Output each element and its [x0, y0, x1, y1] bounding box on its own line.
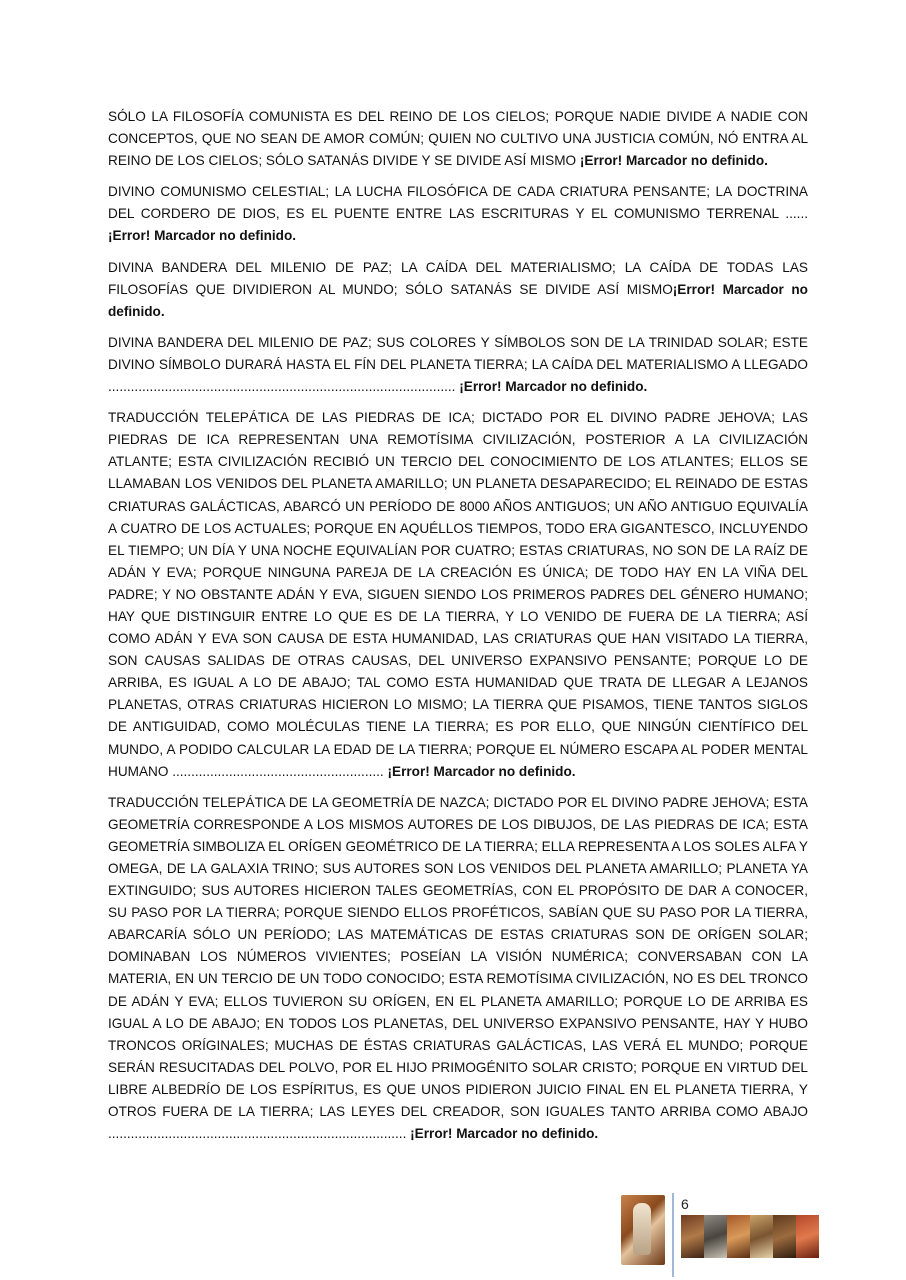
toc-entry-4[interactable]	[108, 332, 808, 398]
figure-silhouette	[633, 1203, 651, 1255]
document-body	[108, 106, 808, 1154]
toc-entry-5[interactable]	[108, 407, 808, 783]
entry-text: TRADUCCIÓN TELEPÁTICA DE LAS PIEDRAS DE ICA; DICTADO POR EL DIVINO PADRE JEHOVA; LAS PIEDRAS DE ICA REPRESENTAN UNA REMOTÍSIMA CIVILIZACIÓN, POSTERIOR A LA CIVILIZACIÓN ATLANTE; ESTA CIVILIZACIÓN RECIBIÓ UN TERCIO DEL CONOCIMIENTO DE LOS ATLANTES; ELLOS SE LLAMABAN LOS VENIDOS DEL PLANETA AMARILLO; UN PLANETA DESAPARECIDO; EL REINADO DE ESTAS CRIATURAS GALÁCTICAS, ABARCÓ UN PERÍODO DE 8000 AÑOS ANTIGUOS; UN AÑO ANTIGUO EQUIVALÍA A CUATRO DE LOS ACTUALES; PORQUE EN AQUÉLLOS TIEMPOS, TODO ERA GIGANTESCO, INCLUYENDO EL TIEMPO; UN DÍA Y UNA NOCHE EQUIVALÍAN POR CUATRO; ESTAS CRIATURAS, NO SON DE LA RAÍZ DE ADÁN Y EVA; PORQUE NINGUNA PAREJA DE LA CREACIÓN ES ÚNICA; DE TODO HAY EN LA VIÑA DEL PADRE; Y NO OBSTANTE ADÁN Y EVA, SIGUEN SIENDO LOS PRIMEROS PADRES DEL GÉNERO HUMANO; HAY QUE DISTINGUIR ENTRE LO QUE ES DE LA TIERRA, Y LO VENIDO DE FUERA DE LA TIERRA; ASÍ COMO ADÁN Y EVA SON CAUSA DE ESTA HUMANIDAD, LAS CRIATURAS QUE HAN VISITADO LA TIERRA, SON CAUSAS SALIDAS DE OTRAS CAUSAS, DEL UNIVERSO EXPANSIVO PENSANTE; PORQUE LO DE ARRIBA, ES IGUAL A LO DE ABAJO; TAL COMO ESTA HUMANIDAD QUE TRATA DE LLEGAR A LEJANOS PLANETAS, OTRAS CRIATURAS HICIERON LO MISMO; LA TIERRA QUE PISAMOS, TIENE TANTOS SIGLOS DE ANTIGUIDAD, COMO MOLÉCULAS TIENE LA TIERRA; ES POR ELLO, QUE NINGÚN CIENTÍFICO DEL MUNDO, A PODIDO CALCULAR LA EDAD DE LA TIERRA; PORQUE EL NÚMERO ESCAPA AL PODER MENTAL HUMANO	[108, 410, 808, 779]
entry-text: DIVINO COMUNISMO CELESTIAL; LA LUCHA FILOSÓFICA DE CADA CRIATURA PENSANTE; LA DOCTRINA DEL CORDERO DE DIOS, ES EL PUENTE ENTRE LAS ESCRITURAS Y EL COMUNISMO TERRENAL	[108, 184, 808, 222]
error-bookmark-text: ¡Error! Marcador no definido.	[410, 1126, 599, 1142]
footer-image-strip	[681, 1215, 819, 1258]
strip-tile-3	[727, 1215, 750, 1258]
entry-text: DIVINA BANDERA DEL MILENIO DE PAZ; SUS COLORES Y SÍMBOLOS SON DE LA TRINIDAD SOLAR; ESTE DIVINO SÍMBOLO DURARÁ HASTA EL FÍN DEL PLANETA TIERRA; LA CAÍDA DEL MATERIALISMO A LLEGADO	[108, 334, 808, 372]
strip-tile-5	[773, 1215, 796, 1258]
toc-entry-2[interactable]	[108, 181, 808, 247]
strip-tile-6	[796, 1215, 819, 1258]
strip-tile-1	[681, 1215, 704, 1258]
error-bookmark-text: ¡Error! Marcador no definido.	[387, 763, 576, 779]
toc-entry-6[interactable]	[108, 792, 808, 1146]
toc-entry-1[interactable]	[108, 106, 808, 172]
page-number: 6	[681, 1196, 689, 1212]
strip-tile-2	[704, 1215, 727, 1258]
entry-text: SÓLO LA FILOSOFÍA COMUNISTA ES DEL REINO DE LOS CIELOS; PORQUE NADIE DIVIDE A NADIE CON CONCEPTOS, QUE NO SEAN DE AMOR COMÚN; QUIEN NO CULTIVO UNA JUSTICIA COMÚN, NÓ ENTRA AL REINO DE LOS CIELOS; SÓLO SATANÁS DIVIDE Y SE DIVIDE ASÍ MISMO	[108, 109, 808, 169]
entry-leader: ...............................................................................	[108, 1126, 411, 1142]
error-bookmark-text: ¡Error! Marcador no definido.	[459, 379, 648, 395]
entry-leader: ......	[778, 206, 809, 222]
entry-text: TRADUCCIÓN TELEPÁTICA DE LA GEOMETRÍA DE NAZCA; DICTADO POR EL DIVINO PADRE JEHOVA; ESTA GEOMETRÍA CORRESPONDE A LOS MISMOS AUTORES DE LOS DIBUJOS, DE LAS PIEDRAS DE ICA; ESTA GEOMETRÍA SIMBOLIZA EL ORÍGEN GEOMÉTRICO DE LA TIERRA; ELLA REPRESENTA A LOS SOLES ALFA Y OMEGA, DE LA GALAXIA TRINO; SUS AUTORES SON LOS VENIDOS DEL PLANETA AMARILLO; PLANETA YA EXTINGUIDO; SUS AUTORES HICIERON TALES GEOMETRÍAS, CON EL PROPÓSITO DE DAR A CONOCER, SU PASO POR LA TIERRA; PORQUE SIENDO ELLOS PROFÉTICOS, SABÍAN QUE SU PASO POR LA TIERRA, ABARCARÍA SÓLO UN PERÍODO; LAS MATEMÁTICAS DE ESTAS CRIATURAS SON DE ORÍGEN SOLAR; DOMINABAN LOS NÚMEROS VIVIENTES; POSEÍAN LA VISIÓN NUMÉRICA; CONVERSABAN CON LA MATERIA, EN UN TERCIO DE UN TODO CONOCIDO; ESTA REMOTÍSIMA CIVILIZACIÓN, NO ES DEL TRONCO DE ADÁN Y EVA; ELLOS TUVIERON SU ORÍGEN, EN EL PLANETA AMARILLO; PORQUE LO DE ARRIBA ES IGUAL A LO DE ABAJO; EN TODOS LOS PLANETAS, DEL UNIVERSO EXPANSIVO PENSANTE, HAY Y HUBO TRONCOS ORÍGINALES; MUCHAS DE ÉSTAS CRIATURAS GALÁCTICAS, LAS VERÁ EL MUNDO; PORQUE SERÁN RESUCITADAS DEL POLVO, POR EL HIJO PRIMOGÉNITO SOLAR CRISTO; PORQUE EN VIRTUD DEL LIBRE ALBEDRÍO DE LOS ESPÍRITUS, ES QUE UNOS PIDIERON JUICIO FINAL EN EL PLANETA TIERRA, Y OTROS FUERA DE LA TIERRA; LAS LEYES DEL CREADOR, SON IGUALES TANTO ARRIBA COMO ABAJO	[108, 794, 808, 1120]
error-bookmark-text: ¡Error! Marcador no definido.	[579, 153, 768, 169]
toc-entry-3[interactable]	[108, 257, 808, 323]
error-bookmark-text: ¡Error! Marcador no definido.	[108, 281, 808, 319]
footer-figure-image	[621, 1195, 665, 1265]
strip-tile-4	[750, 1215, 773, 1258]
entry-text: DIVINA BANDERA DEL MILENIO DE PAZ; LA CAÍDA DEL MATERIALISMO; LA CAÍDA DE TODAS LAS FILOSOFÍAS QUE DIVIDIERON AL MUNDO; SÓLO SATANÁS SE DIVIDE ASÍ MISMO	[108, 259, 808, 297]
entry-leader: ........................................................	[168, 763, 388, 779]
footer-divider	[672, 1193, 674, 1277]
error-bookmark-text: ¡Error! Marcador no definido.	[108, 228, 297, 244]
entry-leader: ............................................................................................	[108, 379, 460, 395]
